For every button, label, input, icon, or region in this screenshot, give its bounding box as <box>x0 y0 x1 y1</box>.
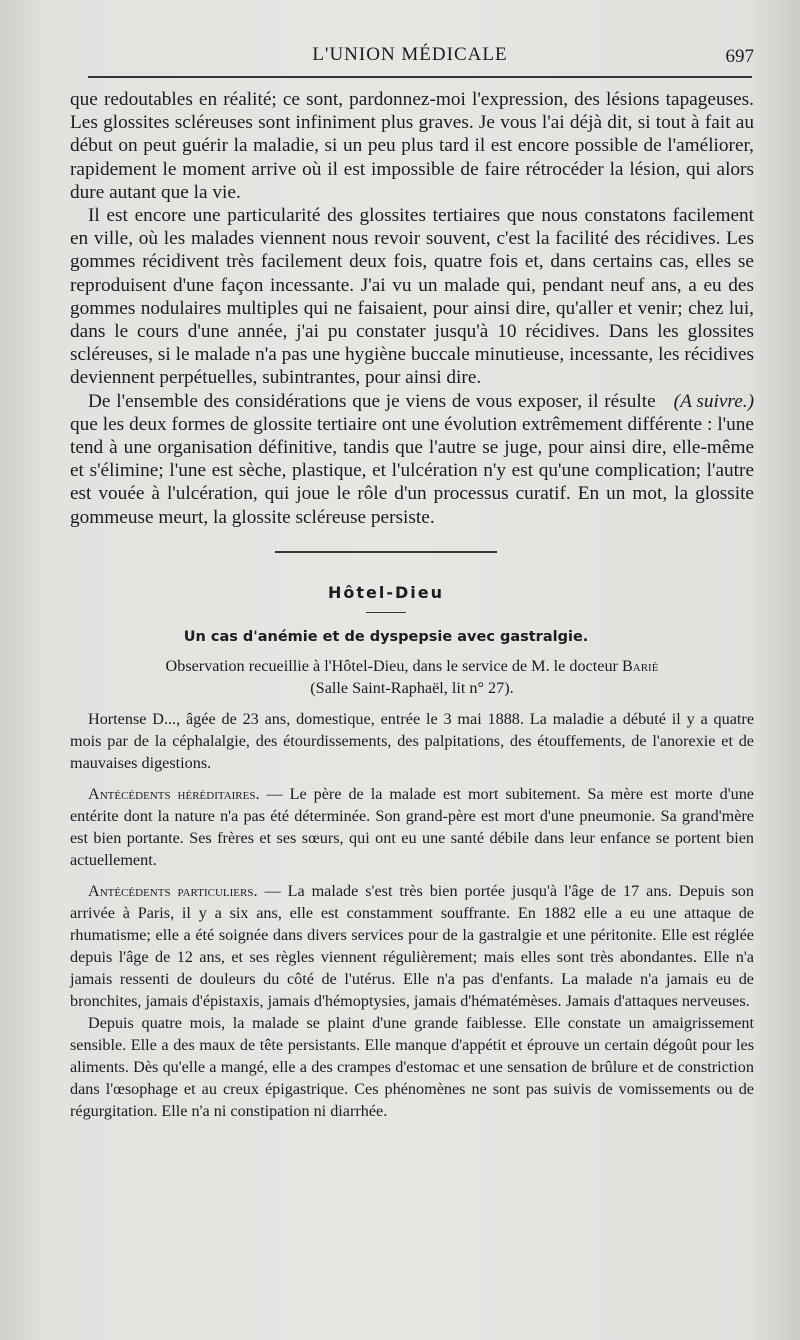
case-title: Un cas d'anémie et de dyspepsie avec gastralgie. <box>183 628 589 645</box>
observation <box>70 655 754 1122</box>
personal-text: — La malade s'est très bien portée jusqu'à l'âge de 17 ans. Depuis son arrivée à Paris, il y a six ans, elle est constamment souffrante. En 1882 elle a eu une attaque de rhumatisme; elle a été soignée dans divers services pour de la gastralgie et une péritonite. Elle est réglée depuis l'âge de 12 ans, et ses règles viennent régulièrement; mais elles sont très abondantes. Elle n'a jamais ressenti de douleurs du côté de l'utérus. Elle n'a pas d'enfants. La malade n'a jamais eu de bronchites, jamais d'épistaxis, jamais d'hémoptysies, jamais d'hématémèses. Jamais d'attaques nerveuses. <box>70 881 754 1010</box>
personal-history <box>70 880 754 1012</box>
section-divider <box>275 551 497 553</box>
lecture-paragraph: que redoutables en réalité; ce sont, pardonnez-moi l'expression, des lésions tapageuses. Les glossites scléreuses sont infiniment plus graves. Je vous l'ai déjà dit, si tout à fait au début on peut guérir la maladie, si un peu plus tard il est encore possible de l'améliorer, rapidement le moment arrive où il est impossible de faire rétrocéder la lésion, qui alors dure autant que la vie. <box>70 89 754 203</box>
observation-source <box>70 655 754 677</box>
hereditary-text: — Le père de la malade est mort subitement. Sa mère est morte d'une entérite dont la nature n'a pas été déterminée. Son grand-père est mort d'une pneumonie. Sa grand'mère est bien portante. Ses frères et ses sœurs, qui ont eu une santé débile dans leur enfance se portent bien actuellement. <box>70 784 754 869</box>
journal-title: L'UNION MÉDICALE <box>312 44 508 65</box>
lecture-paragraph-last <box>70 390 754 529</box>
to-be-continued-note: (A suivre.) <box>673 390 754 412</box>
personal-label: Antécédents particuliers. <box>88 881 258 900</box>
hospital-heading: Hôtel-Dieu <box>327 582 444 602</box>
hereditary-label: Antécédents héréditaires. <box>88 784 260 803</box>
header-rule <box>88 76 752 78</box>
heading-rule <box>366 612 406 613</box>
patient-paragraph: Hortense D..., âgée de 23 ans, domestique, entrée le 3 mai 1888. La maladie a débuté il y a quatre mois par de la céphalalgie, des étourdissements, des palpitations, des étouffements, de l'anorexie et de mauvaises digestions. <box>70 709 754 772</box>
body-text <box>70 88 754 1122</box>
lecture-continuation <box>70 88 754 529</box>
lecture-paragraph: Il est encore une particularité des glossites tertiaires que nous constatons facilement en ville, où les malades viennent nous revoir souvent, c'est la facilité des récidives. Les gommes récidivent très facilement deux fois, quatre fois et, dans certains cas, elles se reproduisent d'une façon incessante. J'ai vu un malade qui, pendant neuf ans, a eu des gommes nodulaires multiples qui ne faisaient, pour ainsi dire, qu'aller et venir; chez lui, dans le cours d'une année, j'ai pu constater jusqu'à 10 récidives. Dans les glossites scléreuses, si le malade n'a pas une hygiène buccale minutieuse, incessante, les récidives deviennent perpétuelles, subintrantes, pour ainsi dire. <box>70 205 754 389</box>
doctor-name: Barié <box>621 656 659 675</box>
observation-source-text: Observation recueillie à l'Hôtel-Dieu, dans le service de M. le docteur <box>165 656 622 675</box>
running-head <box>0 44 800 74</box>
observation-ward: (Salle Saint-Raphaël, lit n° 27). <box>310 678 514 697</box>
hereditary-history <box>70 783 754 871</box>
page-number: 697 <box>725 46 754 67</box>
current-illness-paragraph: Depuis quatre mois, la malade se plaint d'une grande faiblesse. Elle constate un amaigrissement sensible. Elle a des maux de tête persistants. Elle manque d'appétit et éprouve un certain dégoût pour les aliments. Dès qu'elle a mangé, elle a des crampes d'estomac et une sensation de brûlure et de constriction dans l'œsophage et au creux épigastrique. Ces phénomènes ne sont pas suivis de vomissements ou de régurgitation. Elle n'a ni constipation ni diarrhée. <box>70 1013 754 1120</box>
lecture-paragraph-text: De l'ensemble des considérations que je viens de vous exposer, il résulte que les deux formes de glossite tertiaire ont une évolution extrêmement différente : l'une tend à une organisation définitive, tandis que l'autre se juge, pour ainsi dire, elle-même et s'élimine; l'une est sèche, plastique, et l'ulcération n'y est qu'une complication; l'autre est vouée à l'ulcération, qui joue le rôle d'un processus curatif. En un mot, la glossite gommeuse meurt, la glossite scléreuse persiste. <box>70 390 754 528</box>
